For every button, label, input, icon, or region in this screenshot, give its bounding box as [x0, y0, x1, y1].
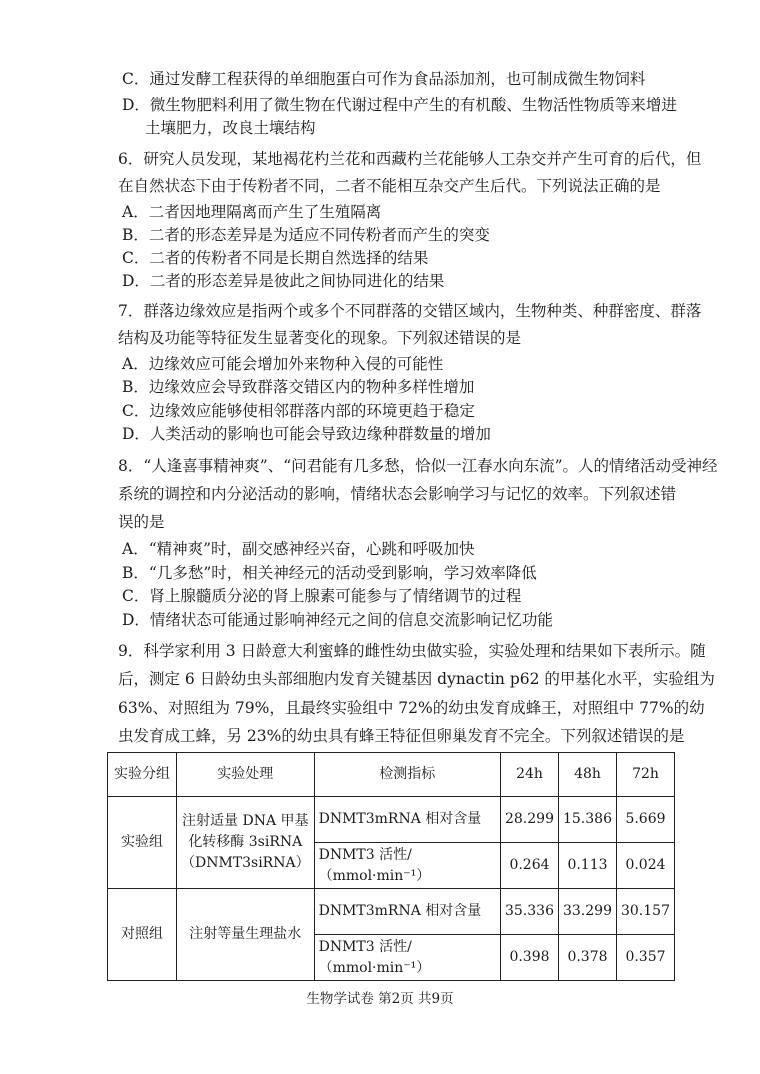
q9-stem-line1: 9．科学家利用 3 日龄意大利蜜蜂的雌性幼虫做实验，实验处理和结果如下表所示。随	[118, 642, 706, 660]
q7-option-a: A．边缘效应可能会增加外来物种入侵的可能性	[122, 355, 444, 373]
q7-option-b: B．边缘效应会导致群落交错区内的物种多样性增加	[122, 378, 475, 396]
exp-activity-72h: 0.024	[616, 843, 674, 889]
exp-mrna-24h: 28.299	[500, 797, 558, 843]
q8-option-c: C．肾上腺髓质分泌的肾上腺素可能参与了情绪调节的过程	[122, 587, 522, 605]
exp-activity-48h: 0.113	[558, 843, 616, 889]
q8-stem-line1: 8．“人逢喜事精神爽”、“问君能有几多愁，恰似一江春水向东流”。人的情绪活动受神经	[118, 457, 718, 475]
exp-treatment-line2: 化转移酶 3siRNA	[188, 834, 303, 850]
exp-mrna-48h: 15.386	[558, 797, 616, 843]
exp-activity-24h: 0.264	[500, 843, 558, 889]
q6-stem-line1: 6．研究人员发现，某地褐花杓兰花和西藏杓兰花能够人工杂交并产生可育的后代，但	[118, 150, 702, 168]
exp-treatment-line3: （DNMT3siRNA）	[180, 855, 310, 871]
header-24h: 24h	[500, 753, 558, 797]
table-row	[108, 889, 675, 935]
q8-stem-line3: 误的是	[118, 513, 165, 531]
page-footer: 生物学试卷 第2页 共9页	[306, 991, 454, 1007]
exp-group-cell: 实验组	[108, 797, 177, 889]
q6-option-c: C．二者的传粉者不同是长期自然选择的结果	[122, 249, 429, 267]
q5-option-d-cont: 土壤肥力，改良土壤结构	[145, 119, 316, 137]
header-48h: 48h	[558, 753, 616, 797]
q6-option-a: A．二者因地理隔离而产生了生殖隔离	[122, 203, 382, 221]
exp-treatment-cell	[176, 797, 314, 889]
q9-stem-line2: 后，测定 6 日龄幼虫头部细胞内发育关键基因 dynactin p62 的甲基化水平，实验组为	[118, 670, 715, 688]
ctl-mrna-label: DNMT3mRNA 相对含量	[314, 889, 500, 935]
q9-stem-line4: 虫发育成工蜂，另 23%的幼虫具有蜂王特征但卵巢发育不完全。下列叙述错误的是	[118, 727, 685, 745]
ctl-mrna-24h: 35.336	[500, 889, 558, 935]
header-index: 检测指标	[314, 753, 500, 797]
q8-option-b: B．“几多愁”时，相关神经元的活动受到影响，学习效率降低	[122, 564, 537, 582]
ctl-activity-72h: 0.357	[616, 935, 674, 981]
q7-option-d: D．人类活动的影响也可能会导致边缘种群数量的增加	[122, 425, 491, 443]
q8-option-d: D．情绪状态可能通过影响神经元之间的信息交流影响记忆功能	[122, 611, 553, 629]
header-group: 实验分组	[108, 753, 177, 797]
exp-treatment-line1: 注射适量 DNA 甲基	[182, 813, 309, 829]
ctl-activity-24h: 0.398	[500, 935, 558, 981]
ctl-group-cell: 对照组	[108, 889, 177, 981]
q8-option-a: A．“精神爽”时，副交感神经兴奋，心跳和呼吸加快	[122, 540, 475, 558]
exp-activity-label: DNMT3 活性/（mmol·min⁻¹）	[314, 843, 500, 889]
q6-stem-line2: 在自然状态下由于传粉者不同，二者不能相互杂交产生后代。下列说法正确的是	[118, 177, 661, 195]
ctl-mrna-72h: 30.157	[616, 889, 674, 935]
q7-stem-line2: 结构及功能等特征发生显著变化的现象。下列叙述错误的是	[118, 329, 522, 347]
ctl-activity-48h: 0.378	[558, 935, 616, 981]
q8-stem-line2: 系统的调控和内分泌活动的影响，情绪状态会影响学习与记忆的效率。下列叙述错	[118, 485, 677, 503]
header-72h: 72h	[616, 753, 674, 797]
q6-option-d: D．二者的形态差异是彼此之间协同进化的结果	[122, 272, 445, 290]
experiment-table	[107, 752, 675, 981]
ctl-treatment-cell: 注射等量生理盐水	[176, 889, 314, 981]
header-treatment: 实验处理	[176, 753, 314, 797]
q7-option-c: C．边缘效应能够使相邻群落内部的环境更趋于稳定	[122, 402, 475, 420]
exp-mrna-72h: 5.669	[616, 797, 674, 843]
q6-option-b: B．二者的形态差异是为适应不同传粉者而产生的突变	[122, 226, 490, 244]
q9-stem-line3: 63%、对照组为 79%，且最终实验组中 72%的幼虫发育成蜂王，对照组中 77%的幼	[118, 699, 705, 717]
q5-option-d: D．微生物肥料利用了微生物在代谢过程中产生的有机酸、生物活性物质等来增进	[122, 96, 677, 114]
table-row	[108, 797, 675, 843]
q5-option-c: C．通过发酵工程获得的单细胞蛋白可作为食品添加剂，也可制成微生物饲料	[122, 70, 646, 88]
q7-stem-line1: 7．群落边缘效应是指两个或多个不同群落的交错区域内，生物种类、种群密度、群落	[118, 302, 702, 320]
ctl-activity-label: DNMT3 活性/（mmol·min⁻¹）	[314, 935, 500, 981]
table-header-row	[108, 753, 675, 797]
exp-mrna-label: DNMT3mRNA 相对含量	[314, 797, 500, 843]
ctl-mrna-48h: 33.299	[558, 889, 616, 935]
